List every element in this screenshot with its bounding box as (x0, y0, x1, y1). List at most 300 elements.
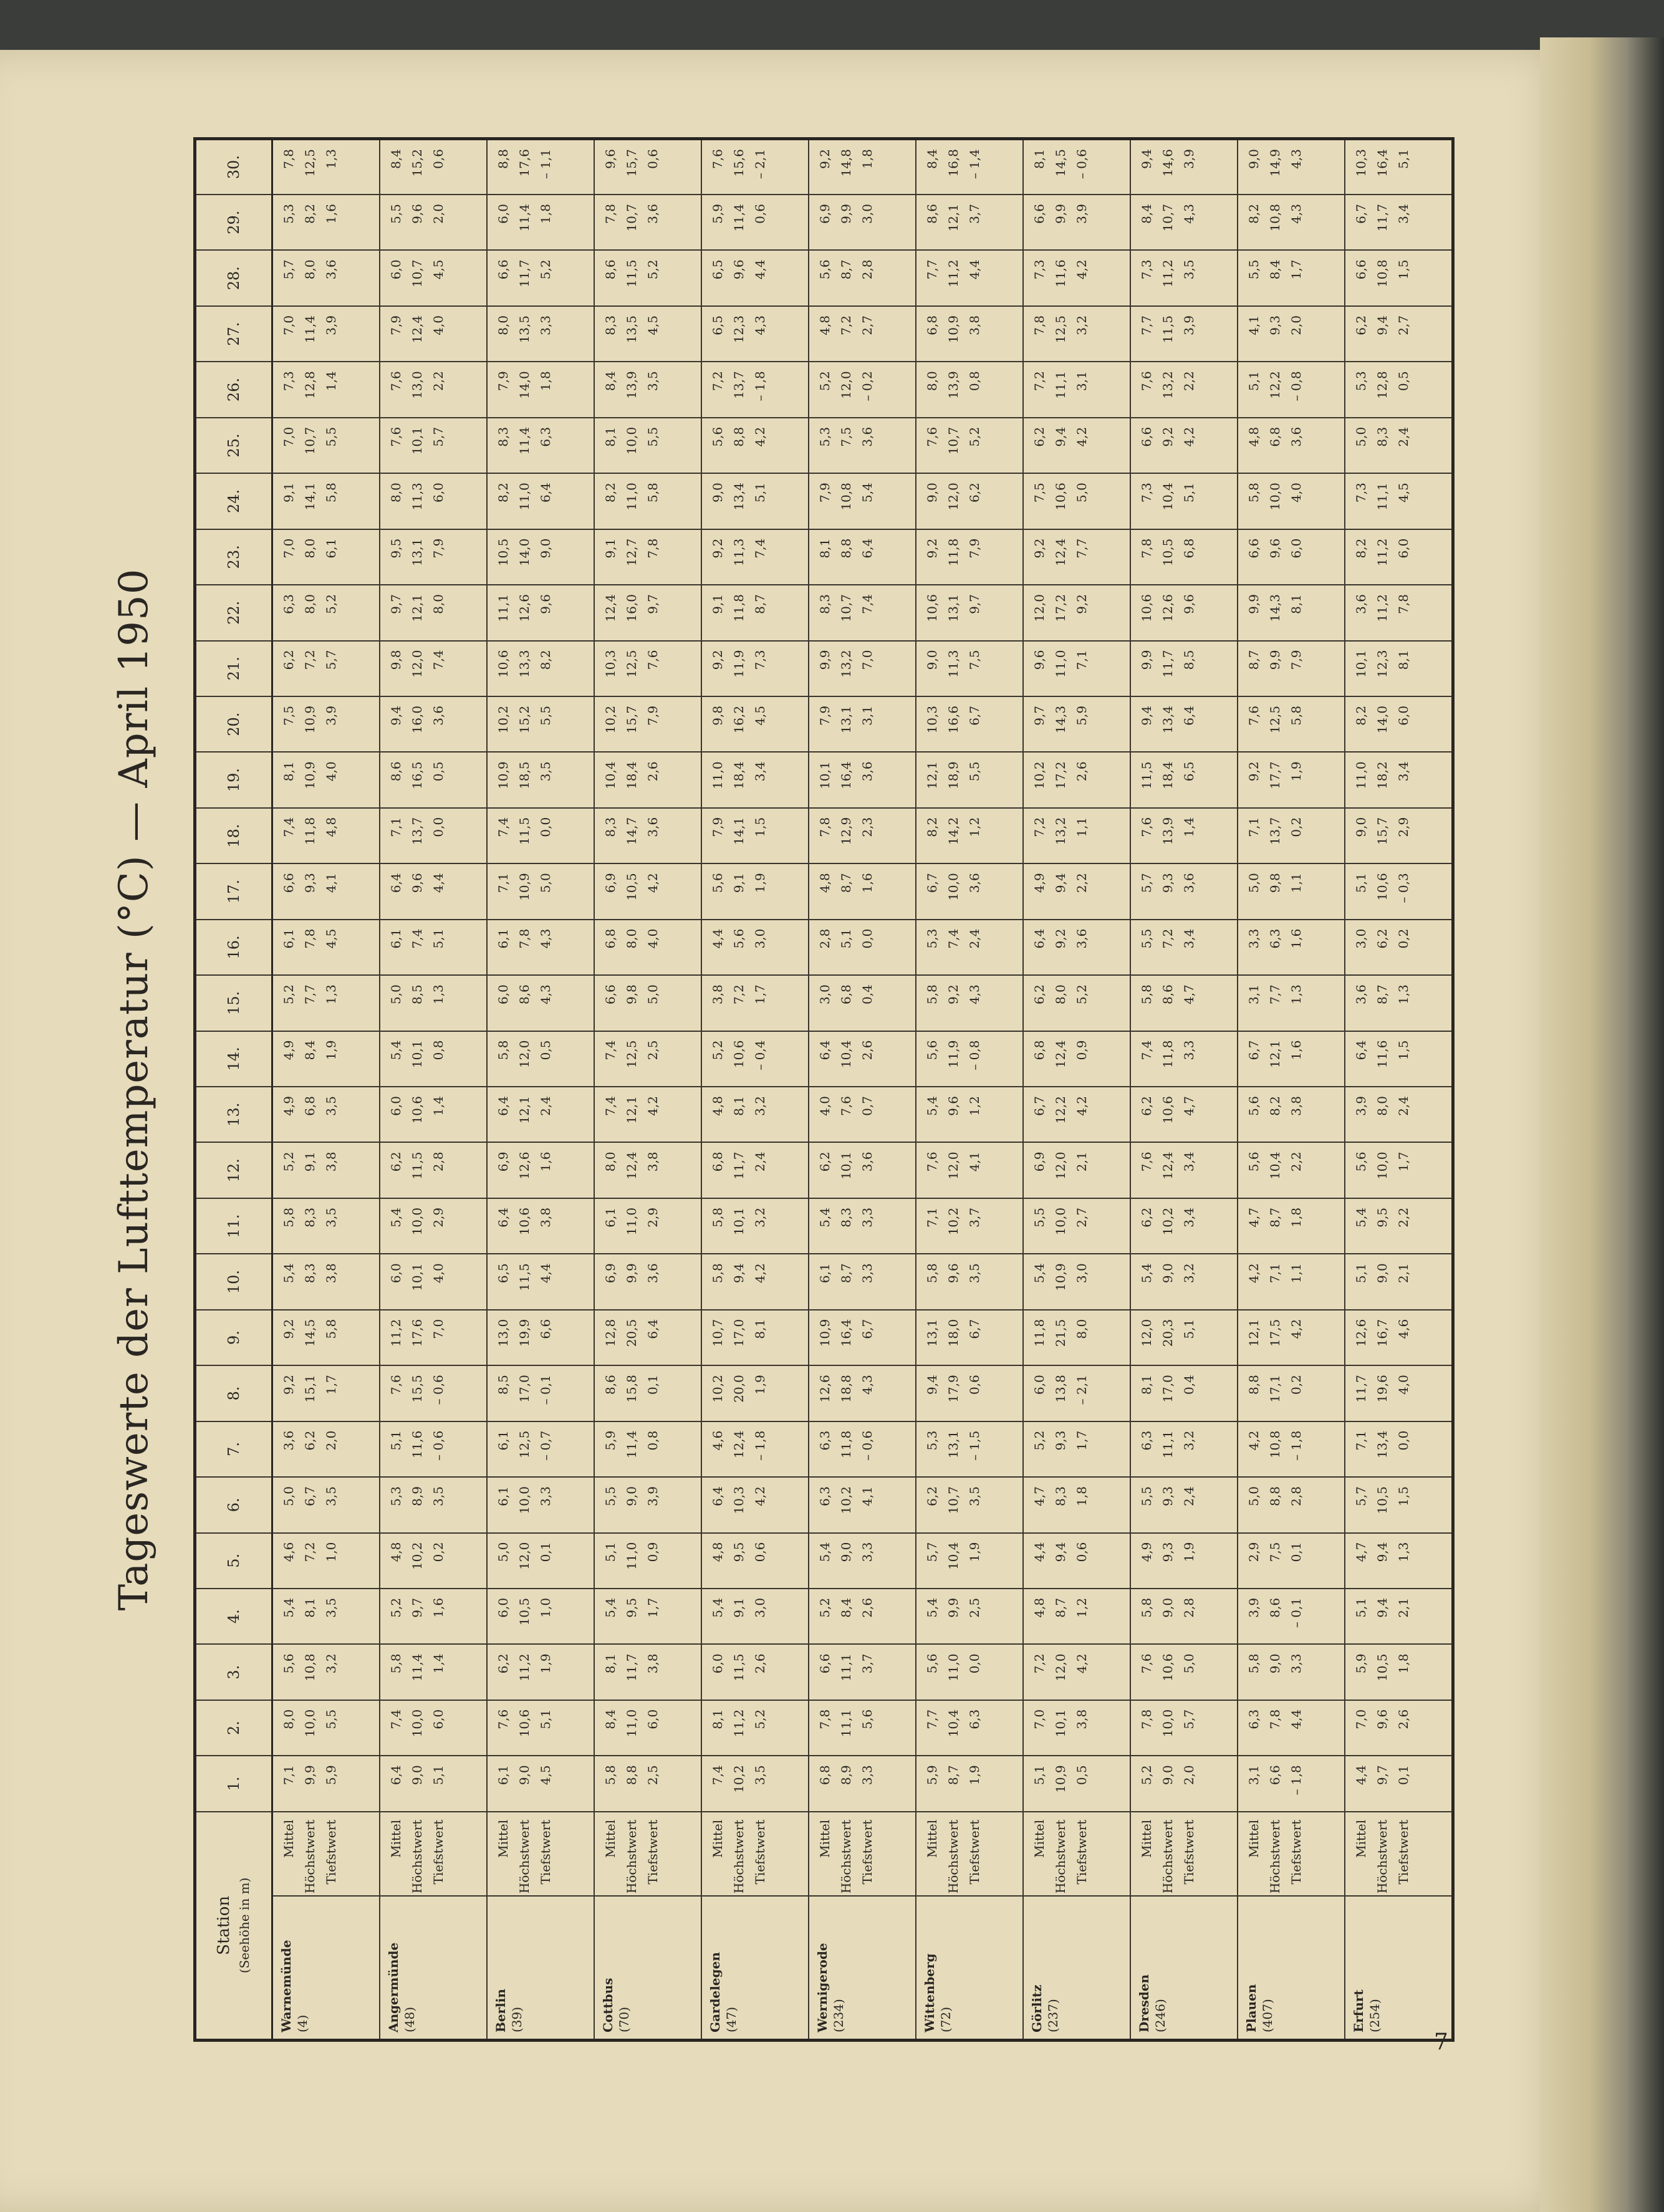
temperature-value: 9,0 (538, 538, 553, 559)
temperature-value: 13,1 (946, 594, 961, 622)
station-cell (487, 1896, 594, 2040)
temperature-value: 1,3 (1396, 984, 1411, 1004)
day-values (380, 1365, 487, 1421)
station-header (195, 1812, 272, 2041)
temperature-value: 5,0 (1354, 426, 1368, 447)
temperature-value: 8,7 (839, 259, 854, 280)
temperature-value: 3,8 (1074, 1709, 1089, 1729)
temperature-value: 6,0 (1289, 538, 1304, 559)
temperature-value: 2,0 (1181, 1765, 1196, 1786)
temperature-value: 1,6 (1289, 1040, 1304, 1060)
temperature-value: 2,2 (1074, 873, 1089, 893)
row-label: Mittel (925, 1819, 940, 1858)
temperature-value: 12,0 (1053, 1152, 1068, 1180)
temperature-value: 8,4 (1267, 259, 1282, 280)
day-values (1238, 250, 1345, 305)
temperature-value: 10,8 (1267, 204, 1282, 232)
temperature-value: 7,2 (302, 650, 317, 670)
day-values (809, 808, 916, 863)
temperature-value: 5,3 (925, 1430, 940, 1451)
temperature-value: 20,3 (1160, 1319, 1175, 1347)
temperature-value: 7,1 (1246, 817, 1261, 837)
temperature-value: 9,0 (1160, 1263, 1175, 1284)
day-values (916, 250, 1023, 305)
temperature-value: 11,2 (946, 259, 961, 287)
day-header: 13. (195, 1087, 272, 1142)
day-values (380, 696, 487, 752)
temperature-value: 14,7 (624, 817, 639, 845)
temperature-value: 0,6 (753, 204, 767, 224)
temperature-value: 11,4 (302, 315, 317, 344)
station-height: (47) (724, 2006, 739, 2032)
temperature-value: 8,0 (496, 315, 511, 335)
temperature-value: 7,6 (388, 426, 403, 447)
temperature-value: – 0,7 (538, 1430, 553, 1461)
temperature-value: 12,1 (1246, 1319, 1261, 1347)
temperature-value: 5,4 (1139, 1263, 1154, 1284)
day-header: 26. (195, 362, 272, 417)
temperature-value: 7,9 (388, 315, 403, 335)
temperature-value: 9,4 (1139, 705, 1154, 726)
day-values (1345, 1756, 1453, 1811)
day-values (380, 752, 487, 807)
temperature-value: 8,3 (603, 315, 618, 335)
day-values (272, 752, 380, 807)
temperature-value: 6,1 (603, 1207, 618, 1228)
temperature-value: 8,2 (538, 650, 553, 670)
temperature-value: 4,6 (281, 1542, 296, 1562)
temperature-value: 3,8 (1289, 1096, 1304, 1116)
station-name: Dresden (1137, 1974, 1152, 2032)
temperature-value: 9,2 (281, 1375, 296, 1395)
temperature-value: 2,4 (1181, 1486, 1196, 1506)
temperature-value: 11,1 (1160, 1430, 1175, 1459)
day-header: 2. (195, 1700, 272, 1756)
day-values (1345, 1310, 1453, 1365)
temperature-value: 1,5 (1396, 1486, 1411, 1506)
day-values (1238, 696, 1345, 752)
temperature-value: 8,2 (603, 483, 618, 503)
temperature-value: 4,7 (1181, 1096, 1196, 1116)
temperature-value: 2,4 (538, 1096, 553, 1116)
temperature-value: 10,4 (603, 761, 618, 789)
temperature-value: 4,6 (1396, 1319, 1411, 1339)
temperature-value: 1,8 (538, 371, 553, 392)
temperature-value: 5,2 (324, 594, 339, 614)
temperature-value: 9,6 (946, 1096, 961, 1116)
day-values (1130, 1756, 1238, 1811)
temperature-value: 7,4 (710, 1765, 725, 1786)
temperature-value: – 1,4 (967, 149, 982, 180)
temperature-value: 11,6 (410, 1430, 425, 1459)
day-values (1238, 473, 1345, 529)
row-labels (487, 1812, 594, 1897)
temperature-value: 1,4 (431, 1096, 446, 1116)
day-header: 29. (195, 195, 272, 250)
day-values (380, 529, 487, 585)
temperature-value: 9,6 (1267, 538, 1282, 559)
temperature-value: 8,8 (624, 1765, 639, 1786)
day-values (487, 139, 594, 195)
day-values (487, 1421, 594, 1477)
temperature-value: 9,4 (1139, 149, 1154, 169)
temperature-value: 6,3 (538, 426, 553, 447)
day-values (487, 1477, 594, 1532)
temperature-value: 0,6 (753, 1542, 767, 1562)
temperature-value: 6,2 (281, 650, 296, 670)
temperature-value: 10,6 (517, 1709, 532, 1738)
temperature-value: 8,0 (431, 594, 446, 614)
day-values (809, 1254, 916, 1309)
temperature-value: 9,3 (1160, 873, 1175, 893)
temperature-value: 4,5 (431, 259, 446, 280)
row-label: Höchstwert (1053, 1819, 1068, 1894)
day-values (487, 1365, 594, 1421)
day-values (1345, 752, 1453, 807)
temperature-value: 4,5 (1396, 483, 1411, 503)
temperature-value: 6,2 (302, 1430, 317, 1451)
day-values (1238, 1421, 1345, 1477)
temperature-value: 10,0 (1160, 1709, 1175, 1738)
temperature-value: 9,6 (946, 1263, 961, 1284)
temperature-value: 3,6 (1181, 873, 1196, 893)
temperature-value: 1,8 (538, 204, 553, 224)
day-values (380, 1477, 487, 1532)
temperature-value: 6,1 (496, 928, 511, 949)
temperature-value: 7,2 (1032, 371, 1047, 392)
temperature-value: 0,5 (1396, 371, 1411, 392)
temperature-value: 6,4 (1181, 705, 1196, 726)
temperature-value: 7,5 (1267, 1542, 1282, 1562)
temperature-value: 6,9 (603, 1263, 618, 1284)
day-values (272, 975, 380, 1031)
temperature-value: 7,6 (1139, 817, 1154, 837)
temperature-value: 7,7 (1267, 984, 1282, 1004)
temperature-value: 13,8 (1053, 1375, 1068, 1403)
temperature-value: 6,0 (431, 1709, 446, 1729)
temperature-value: 4,4 (1032, 1542, 1047, 1562)
temperature-value: 7,3 (753, 650, 767, 670)
day-values (380, 1533, 487, 1589)
temperature-value: 5,0 (645, 984, 660, 1004)
day-values (1238, 975, 1345, 1031)
row-label: Tiefstwert (1181, 1819, 1196, 1885)
temperature-value: 6,6 (538, 1319, 553, 1339)
temperature-value: 7,4 (603, 1040, 618, 1060)
temperature-value: 0,6 (967, 1375, 982, 1395)
day-values (1130, 1142, 1238, 1198)
temperature-value: 4,3 (1289, 149, 1304, 169)
temperature-value: 3,0 (1074, 1263, 1089, 1284)
temperature-value: 8,3 (603, 817, 618, 837)
temperature-value: 9,4 (388, 705, 403, 726)
temperature-value: 6,1 (817, 1263, 832, 1284)
temperature-value: 3,2 (1181, 1263, 1196, 1284)
station-block (809, 139, 916, 2041)
temperature-value: 10,2 (410, 1542, 425, 1570)
station-cell (1345, 1896, 1453, 2040)
temperature-value: 2,2 (1289, 1152, 1304, 1172)
temperature-value: 13,5 (517, 315, 532, 344)
temperature-value: 5,5 (967, 761, 982, 782)
temperature-value: 11,0 (1354, 761, 1368, 789)
temperature-value: 9,4 (1375, 1597, 1390, 1618)
temperature-value: 7,8 (1139, 538, 1154, 559)
day-values (1130, 250, 1238, 305)
day-values (594, 1310, 701, 1365)
temperature-value: 9,9 (302, 1765, 317, 1786)
temperature-value: 7,1 (281, 1765, 296, 1786)
day-header: 16. (195, 920, 272, 975)
temperature-value: 11,7 (624, 1653, 639, 1681)
temperature-value: 13,2 (1053, 817, 1068, 845)
temperature-value: 1,1 (1074, 817, 1089, 837)
day-values (1130, 195, 1238, 250)
temperature-value: 13,9 (624, 371, 639, 399)
temperature-value: 5,6 (860, 1709, 875, 1729)
temperature-value: 4,2 (753, 1263, 767, 1284)
temperature-value: 5,8 (603, 1765, 618, 1786)
temperature-value: 3,6 (1354, 594, 1368, 614)
temperature-value: 10,4 (1267, 1152, 1282, 1180)
temperature-value: 2,0 (1289, 315, 1304, 335)
temperature-value: 5,2 (1139, 1765, 1154, 1786)
temperature-value: 9,9 (839, 204, 854, 224)
temperature-value: 8,0 (624, 928, 639, 949)
temperature-value: 3,9 (1246, 1597, 1261, 1618)
temperature-value: 3,7 (967, 204, 982, 224)
station-cell (1023, 1896, 1130, 2040)
temperature-value: 8,7 (1246, 650, 1261, 670)
day-values (594, 1644, 701, 1700)
temperature-value: 11,4 (517, 204, 532, 232)
day-values (1023, 752, 1130, 807)
temperature-value: 16,8 (946, 149, 961, 177)
temperature-value: 17,0 (731, 1319, 746, 1347)
temperature-value: 6,3 (1267, 928, 1282, 949)
temperature-value: 5,8 (388, 1653, 403, 1674)
temperature-value: – 1,5 (967, 1430, 982, 1461)
day-values (272, 1087, 380, 1142)
day-values (916, 306, 1023, 362)
day-values (916, 1198, 1023, 1254)
temperature-value: 2,6 (860, 1040, 875, 1060)
temperature-value: 6,7 (302, 1486, 317, 1506)
temperature-value: 5,1 (1181, 1319, 1196, 1339)
day-values (487, 250, 594, 305)
temperature-value: 4,8 (324, 817, 339, 837)
temperature-value: 5,8 (925, 984, 940, 1004)
day-values (272, 1421, 380, 1477)
day-values (701, 362, 809, 417)
day-values (272, 362, 380, 417)
temperature-value: 9,7 (1375, 1765, 1390, 1786)
temperature-value: 6,0 (388, 259, 403, 280)
day-values (1130, 1477, 1238, 1532)
temperature-value: 4,2 (1074, 426, 1089, 447)
temperature-value: – 0,6 (431, 1375, 446, 1405)
day-values (380, 362, 487, 417)
day-values (809, 1365, 916, 1421)
day-values (1023, 306, 1130, 362)
day-values (701, 473, 809, 529)
day-values (916, 1087, 1023, 1142)
day-values (594, 473, 701, 529)
temperature-value: 7,6 (710, 149, 725, 169)
temperature-value: 8,7 (753, 594, 767, 614)
day-values (916, 195, 1023, 250)
day-values (594, 1533, 701, 1589)
day-values (1023, 529, 1130, 585)
temperature-value: 5,2 (1032, 1430, 1047, 1451)
temperature-value: 12,5 (302, 149, 317, 177)
temperature-value: 2,0 (431, 204, 446, 224)
temperature-value: 10,7 (1160, 204, 1175, 232)
temperature-value: 7,9 (496, 371, 511, 392)
temperature-value: – 2,1 (1074, 1375, 1089, 1405)
temperature-value: 8,3 (1053, 1486, 1068, 1506)
temperature-value: 12,0 (410, 650, 425, 678)
temperature-value: 12,4 (624, 1152, 639, 1180)
temperature-value: 5,0 (388, 984, 403, 1004)
temperature-value: 5,8 (324, 483, 339, 503)
temperature-value: 4,3 (1181, 204, 1196, 224)
day-values (809, 1198, 916, 1254)
temperature-value: 8,2 (302, 204, 317, 224)
temperature-value: 7,0 (281, 538, 296, 559)
day-values (1023, 1198, 1130, 1254)
temperature-value: 3,0 (1354, 928, 1368, 949)
day-header: 10. (195, 1254, 272, 1309)
temperature-value: 2,4 (753, 1152, 767, 1172)
day-values (594, 585, 701, 640)
temperature-value: 5,0 (538, 873, 553, 893)
temperature-value: 12,0 (946, 1152, 961, 1180)
day-values (594, 1087, 701, 1142)
temperature-value: 8,6 (603, 1375, 618, 1395)
temperature-value: 14,1 (731, 817, 746, 845)
temperature-value: 13,5 (624, 315, 639, 344)
temperature-value: 10,2 (731, 1765, 746, 1793)
temperature-value: 4,3 (538, 928, 553, 949)
temperature-value: 17,9 (946, 1375, 961, 1403)
temperature-value: 0,1 (1289, 1542, 1304, 1562)
station-height: (70) (617, 2006, 632, 2032)
temperature-value: 8,8 (839, 538, 854, 559)
day-values (1130, 1254, 1238, 1309)
temperature-value: 1,1 (1289, 873, 1304, 893)
day-values (380, 250, 487, 305)
row-label: Tiefstwert (1396, 1819, 1411, 1885)
station-name: Berlin (493, 1989, 508, 2032)
temperature-value: 7,9 (431, 538, 446, 559)
temperature-value: 9,2 (925, 538, 940, 559)
day-header: 7. (195, 1421, 272, 1477)
day-values (1238, 195, 1345, 250)
temperature-value: 16,2 (731, 705, 746, 734)
day-values (380, 418, 487, 473)
day-values (380, 195, 487, 250)
day-values (594, 808, 701, 863)
temperature-value: 9,9 (1139, 650, 1154, 670)
temperature-value: 10,4 (839, 1040, 854, 1069)
temperature-value: 7,8 (517, 928, 532, 949)
day-header: 15. (195, 975, 272, 1031)
temperature-value: 0,0 (1396, 1430, 1411, 1451)
temperature-value: 12,9 (839, 817, 854, 845)
temperature-value: 8,0 (302, 259, 317, 280)
temperature-value: 2,6 (753, 1653, 767, 1674)
temperature-value: 10,2 (1032, 761, 1047, 789)
temperature-value: 6,0 (431, 483, 446, 503)
station-header-sub: (Seehöhe in m) (236, 1877, 252, 1974)
temperature-value: 9,9 (1267, 650, 1282, 670)
temperature-value: 16,7 (1375, 1319, 1390, 1347)
day-values (1023, 1533, 1130, 1589)
day-values (272, 1254, 380, 1309)
temperature-value: 9,4 (1053, 873, 1068, 893)
day-values (916, 1365, 1023, 1421)
day-values (916, 696, 1023, 752)
day-values (487, 752, 594, 807)
temperature-value: 5,8 (496, 1040, 511, 1060)
station-height: (234) (831, 1999, 846, 2032)
temperature-value: 8,4 (302, 1040, 317, 1060)
day-values (272, 585, 380, 640)
day-values (380, 585, 487, 640)
temperature-value: – 0,6 (1074, 149, 1089, 180)
temperature-value: 8,1 (710, 1709, 725, 1729)
temperature-value: 1,7 (1289, 259, 1304, 280)
temperature-value: 2,0 (324, 1430, 339, 1451)
temperature-value: 9,0 (710, 483, 725, 503)
temperature-value: 2,3 (860, 817, 875, 837)
temperature-value: 4,9 (281, 1040, 296, 1060)
temperature-value: 11,4 (624, 1430, 639, 1459)
temperature-value: 10,5 (1375, 1486, 1390, 1514)
day-values (272, 1700, 380, 1756)
book-binding (1540, 37, 1664, 2212)
temperature-value: 11,2 (731, 1709, 746, 1738)
temperature-value: 1,5 (1396, 1040, 1411, 1060)
temperature-value: 7,9 (967, 538, 982, 559)
temperature-value: 6,2 (817, 1152, 832, 1172)
temperature-value: 9,6 (538, 594, 553, 614)
temperature-value: 6,4 (496, 1207, 511, 1228)
temperature-value: 2,5 (967, 1597, 982, 1618)
temperature-value: 3,6 (860, 426, 875, 447)
temperature-value: 10,9 (1053, 1263, 1068, 1291)
temperature-value: 8,0 (603, 1152, 618, 1172)
day-values (1345, 1087, 1453, 1142)
temperature-value: 4,3 (860, 1375, 875, 1395)
temperature-value: 7,3 (1139, 483, 1154, 503)
day-values (1238, 1310, 1345, 1365)
day-values (1130, 1644, 1238, 1700)
day-values (809, 1756, 916, 1811)
temperature-value: 15,7 (624, 149, 639, 177)
temperature-value: 4,3 (753, 315, 767, 335)
temperature-value: 8,0 (281, 1709, 296, 1729)
day-values (1130, 920, 1238, 975)
temperature-value: 4,1 (324, 873, 339, 893)
temperature-value: 11,5 (1160, 315, 1175, 344)
day-values (916, 1421, 1023, 1477)
temperature-value: 10,0 (1375, 1152, 1390, 1180)
temperature-value: 4,5 (538, 1765, 553, 1786)
temperature-value: 15,6 (731, 149, 746, 177)
temperature-value: 13,7 (1267, 817, 1282, 845)
